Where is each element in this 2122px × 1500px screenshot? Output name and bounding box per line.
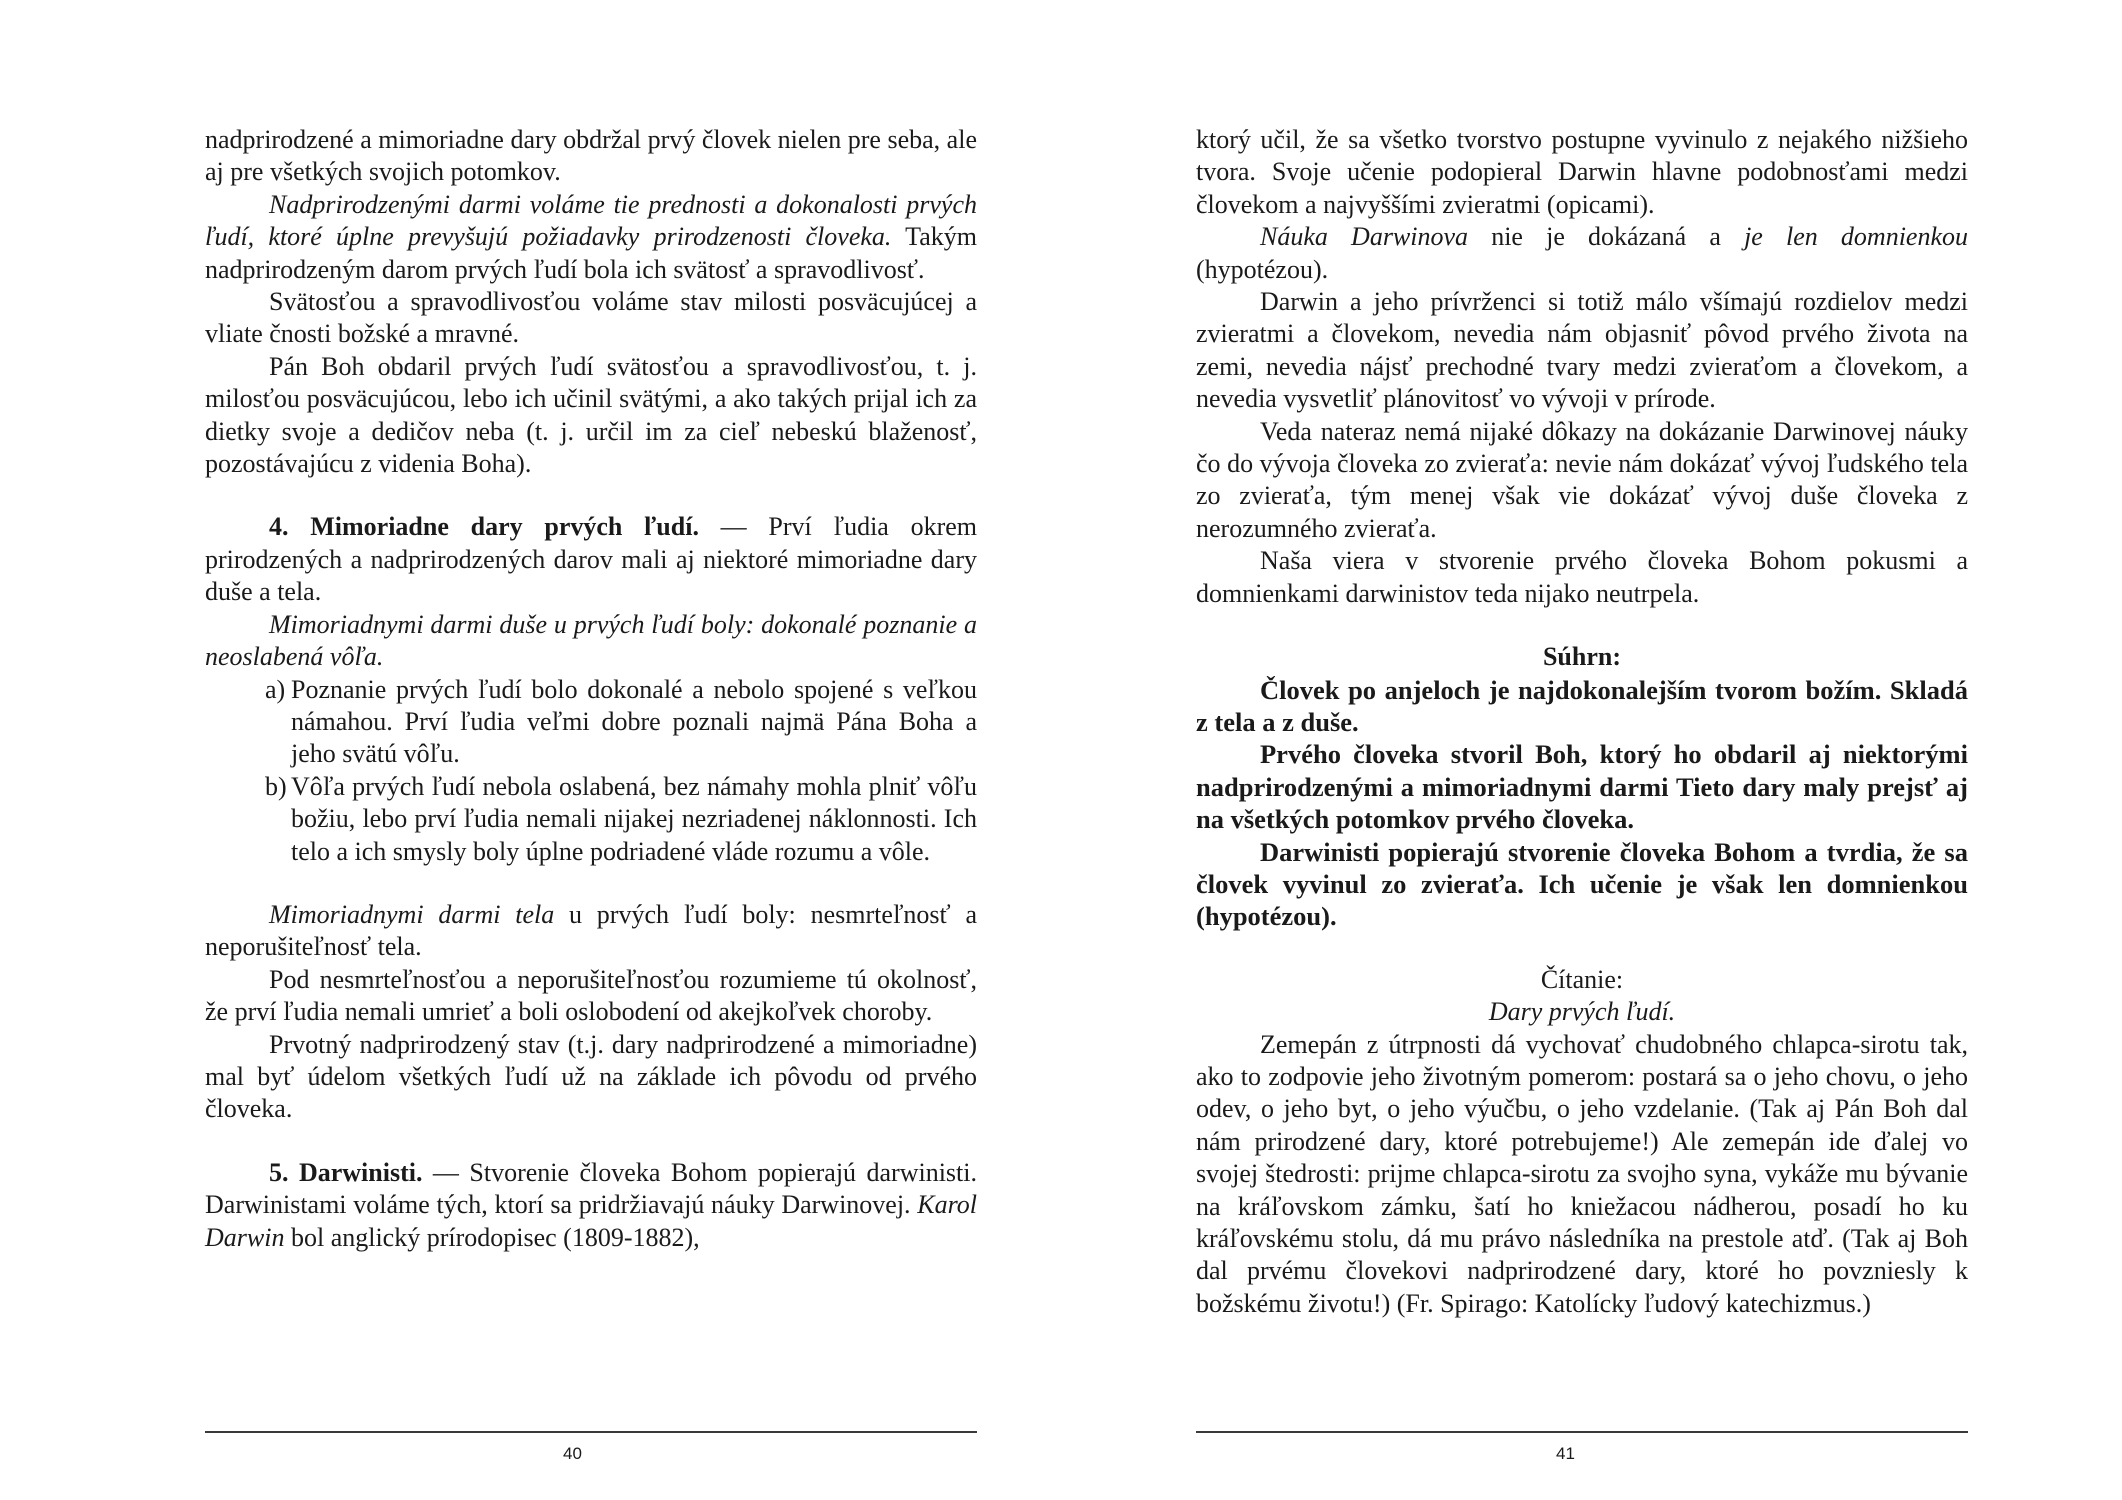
paragraph: nadprirodzené a mimoriadne dary obdržal prvý človek nielen pre seba, ale aj pre všetkých svojich potomkov. [205,125,977,187]
list-text: Vôľa prvých ľudí nebola oslabená, bez námahy mohla plniť vôľu božiu, lebo prví ľudia nemali nijakej nezriadenej náklonnosti. Ich telo a ich smysly boly úplne podriadené vláde rozumu a vôle. [291,771,977,866]
italic-text: Karol Darwin [205,1190,977,1252]
section-4 [205,511,977,608]
paragraph: Pod nesmrteľnosťou a neporušiteľnosťou rozumieme tú okolnosť, že prví ľudia nemali umrieť a boli oslobodení od akejkoľvek choroby. [205,964,977,1027]
list [265,674,977,868]
paragraph: Veda nateraz nemá nijaké dôkazy na dokázanie Darwinovej náuky čo do vývoja človeka zo zvieraťa: nevie nám dokázať vývoj ľudského tela zo zvieraťa, tým menej však vie dokázať vývoj duše človeka z nerozumného zvieraťa. [1196,416,1968,543]
list-item [265,771,977,868]
text: u prvých ľudí boly: nesmrteľnosť a neporušiteľnosť tela. [205,899,977,962]
text: Takým nadprirodzeným darom prvých ľudí bola ich svätosť a spravodlivosť. [205,222,977,284]
text: (hypotézou). [1196,254,1329,284]
paragraph: Pán Boh obdaril prvých ľudí svätosťou a spravodlivosťou, t. j. milosťou posväcujúcou, lebo ich učinil svätými, a ako takých prijal ich za dietky svoje a dedičov neba (t. j. určil im za cieľ nebeskú blaženosť, pozostávajúcu z videnia Boha). [205,351,977,479]
footer-rule [205,1431,977,1433]
list-item [265,674,977,771]
italic-text: Nadprirodzenými darmi voláme tie prednosti a dokonalosti prvých ľudí, ktoré úplne prevyšujú požiadavky prirodzenosti človeka. [205,189,977,252]
summary [1196,674,1968,933]
italic-text: Mimoriadnymi darmi duše u prvých ľudí boly: dokonalé poznanie a neoslabená vôľa. [205,609,977,672]
page-number: 41 [1556,1444,1575,1463]
summary-title: Súhrn: [1542,642,1622,672]
list-label: b) [265,771,287,801]
text: bol anglický prírodopisec (1809-1882), [284,1222,700,1252]
italic-text: Dary prvých ľudí. [1488,997,1676,1027]
left-page [205,124,977,1254]
section-5 [205,1157,977,1254]
section-heading: 4. Mimoriadne dary prvých ľudí. [269,512,699,542]
footer-rule [1196,1431,1968,1433]
page-number: 40 [563,1444,582,1463]
section-heading: 5. Darwinisti. [269,1157,423,1187]
italic-text: je len domnienkou [1744,222,1969,252]
list-text: Poznanie prvých ľudí bolo dokonalé a nebolo spojené s veľkou námahou. Prví ľudia veľmi dobre poznali najmä Pána Boha a jeho svätú vôľu. [291,674,977,769]
text: — Stvorenie človeka Bohom popierajú darwinisti. Darwinistami voláme tých, ktorí sa pridržiavajú náuky Darwinovej. [205,1157,977,1220]
italic-text: Mimoriadnymi darmi tela [269,899,555,929]
italic-text: Náuka Darwinova [1260,222,1469,252]
paragraph: ktorý učil, že sa všetko tvorstvo postupne vyvinulo z nejakého nižšieho tvora. Svoje učenie podopieral Darwin hlavne podobnosťami medzi človekom a najvyššími zvieratmi (opicami). [1196,125,1968,219]
paragraph [205,189,977,286]
text: nie je dokázaná a [1468,222,1745,252]
summary-point: Prvého človeka stvoril Boh, ktorý ho obdaril aj niektorými nadprirodzenými a mimoriadnymi darmi Tieto dary maly prejsť aj na všetkých potomkov prvého človeka. [1196,739,1968,835]
right-page [1196,124,1968,1320]
summary-point: Darwinisti popierajú stvorenie človeka Bohom a tvrdia, že sa človek vyvinul zo zvieraťa. Ich učenie je však len domnienkou (hypotézou). [1196,836,1968,932]
paragraph: Zemepán z útrpnosti dá vychovať chudobného chlapca-sirotu tak, ako to zodpovie jeho životným pomerom: postará sa o jeho chovu, o jeho odev, o jeho byt, o jeho výučbu, o jeho vzdelanie. (Tak aj Pán Boh dal nám prirodzené dary, ktoré potrebujeme!) Ale zemepán ide ďalej vo svojej štedrosti: prijme chlapca-sirotu za svojho syna, vykáže mu bývanie na kráľovskom zámku, šatí ho kniežacou nádherou, posadí ho ku kráľovskému stolu, dá mu právo následníka na prestole atď. (Tak aj Boh dal prvému človekovi nadprirodzené dary, ktoré ho povzniesly k božskému životu!) (Fr. Spirago: Katolícky ľudový katechizmus.) [1196,1029,1968,1318]
summary-point: Človek po anjeloch je najdokonalejším tvorom božím. Skladá z tela a z duše. [1196,674,1968,737]
paragraph [205,609,977,674]
paragraph: Prvotný nadprirodzený stav (t.j. dary nadprirodzené a mimoriadne) mal byť údelom všetkých ľudí už na základe ich pôvodu od prvého človeka. [205,1029,977,1124]
paragraph: Svätosťou a spravodlivosťou voláme stav milosti posväcujúcej a vliate čnosti božské a mravné. [205,287,977,349]
reading-title: Čítanie: [1540,964,1624,994]
text: — Prví ľudia okrem prirodzených a nadprirodzených darov mali aj niektoré mimoriadne dary duše a tela. [205,512,977,607]
reading-subtitle [1196,996,1968,1028]
paragraph: Darwin a jeho prívrženci si totiž málo všímajú rozdielov medzi zvieratmi a človekom, nevedia nám objasniť pôvod prvého života na zemi, nevedia nájsť prechodné tvary medzi zvieraťom a človekom, a nevedia vysvetliť plánovitosť vo vývoji v prírode. [1196,287,1968,414]
paragraph: Naša viera v stvorenie prvého človeka Bohom pokusmi a domnienkami darwinistov teda nijako neutrpela. [1196,546,1968,608]
paragraph [1196,221,1968,286]
list-label: a) [265,674,286,704]
paragraph [205,899,977,964]
